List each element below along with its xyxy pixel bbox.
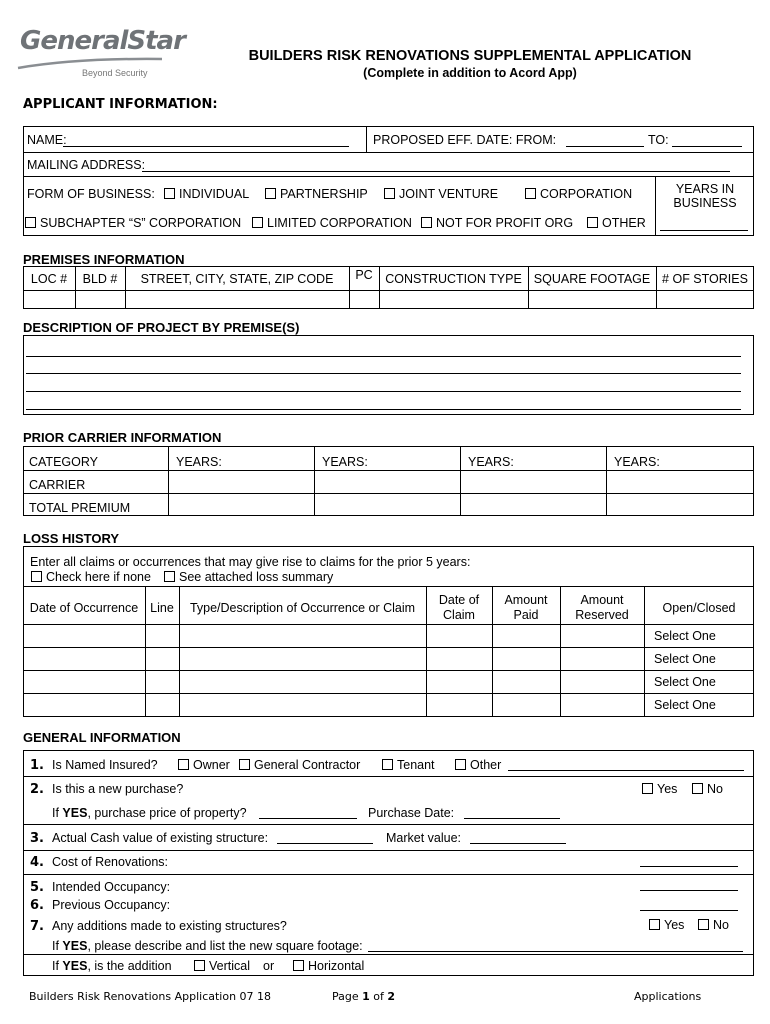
prior-premium-row: TOTAL PREMIUM: [29, 501, 131, 515]
footer-section: Applications: [634, 990, 702, 1003]
col-amount-paid-2: Paid: [513, 608, 539, 622]
q1-other-option[interactable]: Other: [455, 758, 501, 772]
q7-label: Any additions made to existing structures?: [52, 919, 287, 933]
years-in-business-label-1: YEARS IN: [675, 182, 735, 196]
select-one-dropdown[interactable]: Select One: [654, 698, 716, 712]
option-limited-corporation[interactable]: LIMITED CORPORATION: [252, 216, 412, 230]
checkbox-icon[interactable]: [265, 188, 276, 199]
years-in-business-label-2: BUSINESS: [673, 196, 737, 210]
company-logo: [16, 26, 185, 82]
q3-label: Actual Cash value of existing structure:: [52, 831, 269, 845]
eff-date-label: PROPOSED EFF. DATE: FROM:: [373, 133, 557, 147]
q5-field[interactable]: [640, 890, 738, 891]
checkbox-icon[interactable]: [421, 217, 432, 228]
q7-yes-option[interactable]: Yes: [649, 918, 684, 932]
q2-purchase-date-label: Purchase Date:: [368, 806, 455, 820]
col-amount-paid-1: Amount: [504, 593, 548, 607]
q2-no-option[interactable]: No: [692, 782, 723, 796]
checkbox-icon[interactable]: [382, 759, 393, 770]
option-not-for-profit[interactable]: NOT FOR PROFIT ORG: [421, 216, 573, 230]
checkbox-icon[interactable]: [649, 919, 660, 930]
description-line-2[interactable]: [26, 373, 741, 374]
col-pc: PC: [355, 268, 373, 282]
q7-describe-label: If YES, please describe and list the new square footage:: [52, 939, 363, 953]
applicant-heading: APPLICANT INFORMATION:: [23, 97, 218, 112]
q2-number: 2.: [30, 782, 44, 797]
check-none-option[interactable]: Check here if none: [31, 570, 151, 584]
q5-number: 5.: [30, 880, 44, 895]
col-construction: CONSTRUCTION TYPE: [385, 272, 522, 286]
q2-label: Is this a new purchase?: [52, 782, 184, 796]
years-in-business-field[interactable]: [660, 230, 748, 231]
checkbox-icon[interactable]: [194, 960, 205, 971]
col-type-description: Type/Description of Occurrence or Claim: [189, 601, 416, 615]
q4-cost-field[interactable]: [640, 866, 738, 867]
q2-purchase-date-field[interactable]: [464, 818, 560, 819]
checkbox-icon[interactable]: [164, 571, 175, 582]
description-line-1[interactable]: [26, 356, 741, 357]
q3-acv-field[interactable]: [277, 843, 373, 844]
checkbox-icon[interactable]: [642, 783, 653, 794]
mailing-label: MAILING ADDRESS:: [27, 158, 146, 172]
col-amount-reserved-1: Amount: [580, 593, 624, 607]
premises-heading: PREMISES INFORMATION: [23, 252, 185, 267]
option-subchapter-s[interactable]: SUBCHAPTER “S” CORPORATION: [25, 216, 241, 230]
q4-number: 4.: [30, 855, 44, 870]
prior-years-3: YEARS:: [468, 455, 514, 469]
checkbox-icon[interactable]: [252, 217, 263, 228]
eff-date-from-field[interactable]: [566, 146, 644, 147]
q7-horizontal-option[interactable]: Horizontal: [293, 959, 364, 973]
q1-gc-option[interactable]: General Contractor: [239, 758, 360, 772]
prior-carrier-heading: PRIOR CARRIER INFORMATION: [23, 430, 222, 445]
q2-if-yes-label: If YES, purchase price of property?: [52, 806, 247, 820]
checkbox-icon[interactable]: [239, 759, 250, 770]
see-attached-option[interactable]: See attached loss summary: [164, 570, 333, 584]
q7-or-label: or: [263, 959, 275, 973]
prior-carrier-row: CARRIER: [29, 478, 86, 492]
prior-years-1: YEARS:: [176, 455, 222, 469]
loss-intro: Enter all claims or occurrences that may give rise to claims for the prior 5 years:: [30, 555, 471, 569]
col-loc: LOC #: [30, 272, 68, 286]
description-box: [23, 335, 754, 415]
checkbox-icon[interactable]: [698, 919, 709, 930]
q5-label: Intended Occupancy:: [52, 880, 171, 894]
prior-years-2: YEARS:: [322, 455, 368, 469]
footer-page-number: Page 1 of 2: [332, 990, 396, 1003]
col-stories: # OF STORIES: [662, 272, 748, 286]
loss-history-heading: LOSS HISTORY: [23, 531, 120, 546]
prior-years-4: YEARS:: [614, 455, 660, 469]
q6-field[interactable]: [640, 910, 738, 911]
footer-doc-id: Builders Risk Renovations Application 07 18: [29, 990, 272, 1003]
description-heading: DESCRIPTION OF PROJECT BY PREMISE(S): [23, 320, 300, 335]
logo-brand: GeneralStar: [20, 26, 185, 56]
q6-label: Previous Occupancy:: [52, 898, 171, 912]
q1-owner-option[interactable]: Owner: [178, 758, 230, 772]
q7-no-option[interactable]: No: [698, 918, 729, 932]
checkbox-icon[interactable]: [164, 188, 175, 199]
q7-describe-field[interactable]: [368, 951, 743, 952]
q2-price-field[interactable]: [259, 818, 357, 819]
logo-tagline: Beyond Security: [82, 68, 148, 78]
name-field[interactable]: [63, 146, 349, 147]
col-line: Line: [150, 601, 174, 615]
col-date-claim-2: Claim: [443, 608, 475, 622]
col-street: STREET, CITY, STATE, ZIP CODE: [140, 272, 334, 286]
general-info-heading: GENERAL INFORMATION: [23, 730, 181, 745]
col-square-footage: SQUARE FOOTAGE: [533, 272, 651, 286]
option-individual[interactable]: INDIVIDUAL: [164, 187, 249, 201]
eff-date-to-field[interactable]: [672, 146, 742, 147]
q1-label: Is Named Insured?: [52, 758, 158, 772]
q1-tenant-option[interactable]: Tenant: [382, 758, 435, 772]
q3-market-label: Market value:: [386, 831, 462, 845]
page-title: BUILDERS RISK RENOVATIONS SUPPLEMENTAL APPLICATION: [248, 48, 692, 64]
q4-label: Cost of Renovations:: [52, 855, 169, 869]
checkbox-icon[interactable]: [31, 571, 42, 582]
prior-category: CATEGORY: [29, 455, 98, 469]
option-joint-venture[interactable]: JOINT VENTURE: [384, 187, 498, 201]
col-date-claim-1: Date of: [438, 593, 480, 607]
q6-number: 6.: [30, 898, 44, 913]
checkbox-icon[interactable]: [692, 783, 703, 794]
checkbox-icon[interactable]: [455, 759, 466, 770]
description-line-3[interactable]: [26, 391, 741, 392]
checkbox-icon[interactable]: [178, 759, 189, 770]
checkbox-icon[interactable]: [587, 217, 598, 228]
option-partnership[interactable]: PARTNERSHIP: [265, 187, 368, 201]
q3-market-field[interactable]: [470, 843, 566, 844]
col-amount-reserved-2: Reserved: [575, 608, 629, 622]
select-one-dropdown[interactable]: Select One: [654, 629, 716, 643]
col-open-closed: Open/Closed: [662, 601, 736, 615]
page-subtitle: (Complete in addition to Acord App): [363, 66, 577, 80]
mailing-field[interactable]: [142, 171, 730, 172]
col-date-occurrence: Date of Occurrence: [29, 601, 139, 615]
name-label: NAME:: [27, 133, 67, 147]
checkbox-icon[interactable]: [293, 960, 304, 971]
col-bld: BLD #: [82, 272, 118, 286]
option-other[interactable]: OTHER: [587, 216, 646, 230]
eff-date-to-label: TO:: [648, 133, 669, 147]
option-corporation[interactable]: CORPORATION: [525, 187, 632, 201]
q7-vertical-option[interactable]: Vertical: [194, 959, 250, 973]
select-one-dropdown[interactable]: Select One: [654, 652, 716, 666]
q1-other-field[interactable]: [508, 770, 744, 771]
q7-number: 7.: [30, 919, 44, 934]
q1-number: 1.: [30, 758, 44, 773]
q3-number: 3.: [30, 831, 44, 846]
checkbox-icon[interactable]: [525, 188, 536, 199]
description-line-4[interactable]: [26, 409, 741, 410]
form-of-business-label: FORM OF BUSINESS:: [27, 187, 155, 201]
checkbox-icon[interactable]: [384, 188, 395, 199]
checkbox-icon[interactable]: [25, 217, 36, 228]
q7-addition-label: If YES, is the addition: [52, 959, 172, 973]
select-one-dropdown[interactable]: Select One: [654, 675, 716, 689]
q2-yes-option[interactable]: Yes: [642, 782, 677, 796]
